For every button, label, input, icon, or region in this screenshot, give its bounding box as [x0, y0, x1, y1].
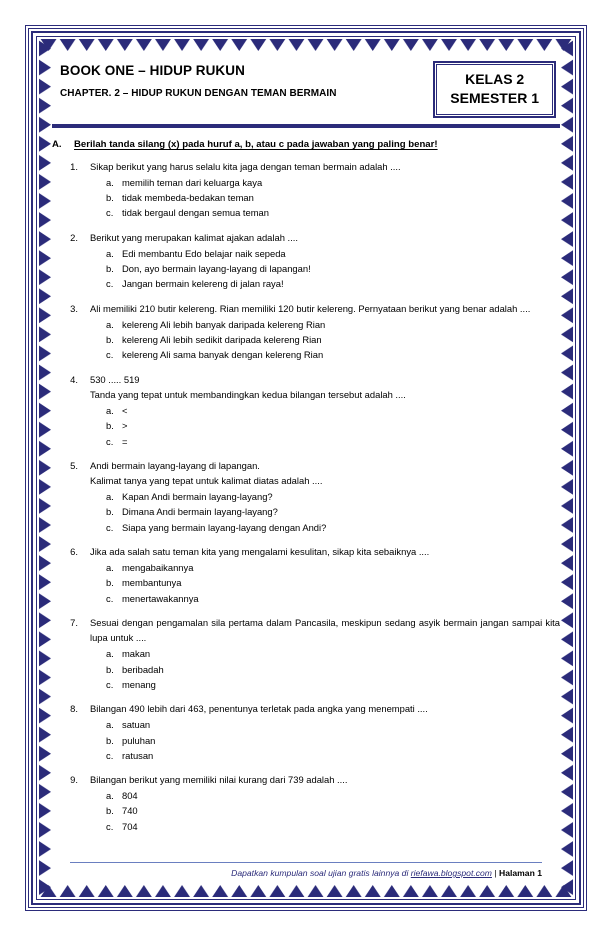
section-letter: A.	[52, 138, 62, 150]
option-row[interactable]	[90, 560, 560, 575]
question-item	[52, 544, 560, 606]
option-text: 804	[122, 790, 138, 802]
question-number: 5.	[70, 459, 78, 471]
option-row[interactable]	[90, 403, 560, 418]
option-row[interactable]	[90, 190, 560, 205]
section-instruction: Berilah tanda silang (x) pada huruf a, b, atau c pada jawaban yang paling benar!	[74, 138, 438, 150]
option-letter: a.	[106, 405, 114, 417]
option-row[interactable]	[90, 788, 560, 803]
option-text: tidak bergaul dengan semua teman	[122, 207, 269, 219]
footer-separator: |	[491, 868, 499, 878]
option-letter: b.	[106, 263, 114, 275]
option-text: Edi membantu Edo belajar naik sepeda	[122, 247, 286, 259]
option-row[interactable]	[90, 434, 560, 449]
question-row	[52, 372, 560, 449]
option-letter: b.	[106, 334, 114, 346]
option-list	[90, 403, 560, 449]
option-text: puluhan	[122, 734, 156, 746]
option-letter: c.	[106, 435, 114, 447]
option-letter: a.	[106, 790, 114, 802]
option-row[interactable]	[90, 646, 560, 661]
question-text: Sikap berikut yang harus selalu kita jaga dengan teman bermain adalah ....	[90, 160, 401, 172]
kelas-semester-box	[433, 61, 556, 118]
option-letter: c.	[106, 521, 114, 533]
option-text: Kapan Andi bermain layang-layang?	[122, 491, 273, 503]
option-row[interactable]	[90, 332, 560, 347]
option-letter: b.	[106, 734, 114, 746]
question-item	[52, 372, 560, 449]
question-text: Sesuai dengan pengamalan sila pertama dalam Pancasila, meskipun sedang asyik bermain jangan sampai kita lupa untuk ....	[90, 616, 560, 644]
option-letter: c.	[106, 678, 114, 690]
question-item	[52, 230, 560, 292]
worksheet-content	[52, 52, 560, 884]
option-text: menang	[122, 678, 156, 690]
option-letter: a.	[106, 562, 114, 574]
option-letter: a.	[106, 719, 114, 731]
option-letter: c.	[106, 749, 114, 761]
question-text: Andi bermain layang-layang di lapangan.	[90, 459, 260, 471]
option-text: membantunya	[122, 577, 182, 589]
option-letter: b.	[106, 420, 114, 432]
question-item	[52, 615, 560, 692]
option-row[interactable]	[90, 575, 560, 590]
option-text: kelereng Ali sama banyak dengan kelereng Rian	[122, 349, 324, 361]
option-row[interactable]	[90, 520, 560, 535]
border-triangles-bottom	[39, 884, 573, 897]
worksheet-header	[52, 52, 560, 118]
question-item	[52, 772, 560, 834]
option-letter: c.	[106, 349, 114, 361]
border-triangles-top	[39, 39, 573, 52]
question-text: Jika ada salah satu teman kita yang mengalami kesulitan, sikap kita sebaiknya ....	[90, 545, 430, 557]
option-text: Siapa yang bermain layang-layang dengan Andi?	[122, 521, 327, 533]
footer-blog-link[interactable]: riefawa.blogspot.com	[410, 868, 492, 878]
option-list	[90, 489, 560, 535]
option-row[interactable]	[90, 175, 560, 190]
question-number: 7.	[70, 616, 78, 628]
question-body	[90, 159, 560, 221]
option-letter: c.	[106, 820, 114, 832]
footer-credit	[52, 868, 560, 878]
question-body	[90, 230, 560, 292]
option-row[interactable]	[90, 803, 560, 818]
option-letter: c.	[106, 207, 114, 219]
option-row[interactable]	[90, 504, 560, 519]
question-list	[52, 159, 560, 834]
option-text: tidak membeda-bedakan teman	[122, 192, 254, 204]
option-list	[90, 175, 560, 221]
option-row[interactable]	[90, 733, 560, 748]
option-letter: a.	[106, 318, 114, 330]
question-row	[52, 301, 560, 363]
question-body	[90, 701, 560, 763]
option-letter: b.	[106, 577, 114, 589]
question-text: Bilangan 490 lebih dari 463, penentunya terletak pada angka yang menempati ....	[90, 703, 428, 715]
section-a-heading	[52, 139, 560, 150]
option-text: 704	[122, 820, 138, 832]
question-text-secondary: Tanda yang tepat untuk membandingkan kedua bilangan tersebut adalah ....	[90, 388, 406, 400]
option-text: >	[122, 420, 128, 432]
question-number: 4.	[70, 373, 78, 385]
kelas-semester-box-inner	[436, 64, 553, 115]
footer-text-before-link: Dapatkan kumpulan soal ujian gratis lainnya di	[231, 868, 411, 878]
chapter-title: CHAPTER. 2 – HIDUP RUKUN DENGAN TEMAN BERMAIN	[60, 87, 337, 99]
question-text-secondary: Kalimat tanya yang tepat untuk kalimat diatas adalah ....	[90, 475, 323, 486]
book-title: BOOK ONE – HIDUP RUKUN	[60, 63, 245, 78]
question-item	[52, 701, 560, 763]
option-letter: b.	[106, 805, 114, 817]
question-item	[52, 159, 560, 221]
question-row	[52, 230, 560, 292]
header-title-group	[52, 61, 337, 101]
question-number: 2.	[70, 231, 78, 243]
option-text: Dimana Andi bermain layang-layang?	[122, 506, 278, 518]
option-list	[90, 717, 560, 763]
border-triangles-right	[560, 39, 573, 897]
question-text: Ali memiliki 210 butir kelereng. Rian memiliki 120 butir kelereng. Pernyataan berikut yang benar adalah ....	[90, 302, 531, 314]
question-row	[52, 701, 560, 763]
option-letter: b.	[106, 506, 114, 518]
option-row[interactable]	[90, 591, 560, 606]
option-text: menertawakannya	[122, 592, 199, 604]
option-row[interactable]	[90, 261, 560, 276]
border-triangles-left	[39, 39, 52, 897]
option-text: satuan	[122, 719, 151, 731]
option-row[interactable]	[90, 489, 560, 504]
option-list	[90, 246, 560, 292]
semester-label: SEMESTER 1	[450, 89, 539, 106]
option-row[interactable]	[90, 677, 560, 692]
question-number: 6.	[70, 545, 78, 557]
option-row[interactable]	[90, 819, 560, 834]
option-list	[90, 646, 560, 692]
question-item	[52, 301, 560, 363]
question-text: Berikut yang merupakan kalimat ajakan adalah ....	[90, 231, 298, 243]
footer-page-label: Halaman	[499, 868, 535, 878]
option-text: kelereng Ali lebih banyak daripada kelereng Rian	[122, 318, 326, 330]
worksheet-footer	[52, 862, 560, 879]
option-letter: b.	[106, 663, 114, 675]
option-letter: c.	[106, 592, 114, 604]
question-item	[52, 458, 560, 535]
option-letter: c.	[106, 278, 114, 290]
option-row[interactable]	[90, 662, 560, 677]
footer-divider	[70, 862, 542, 864]
question-body	[90, 458, 560, 535]
option-text: Don, ayo bermain layang-layang di lapangan!	[122, 263, 311, 275]
option-list	[90, 560, 560, 606]
question-body	[90, 772, 560, 834]
question-number: 3.	[70, 302, 78, 314]
option-text: =	[122, 435, 128, 447]
question-body	[90, 544, 560, 606]
option-text: kelereng Ali lebih sedikit daripada kelereng Rian	[122, 334, 322, 346]
option-letter: a.	[106, 177, 114, 189]
option-row[interactable]	[90, 246, 560, 261]
option-row[interactable]	[90, 717, 560, 732]
option-text: ratusan	[122, 749, 154, 761]
option-letter: a.	[106, 648, 114, 660]
footer-page-number: 1	[534, 868, 542, 878]
question-text: Bilangan berikut yang memiliki nilai kurang dari 739 adalah ....	[90, 773, 348, 785]
option-text: mengabaikannya	[122, 562, 194, 574]
question-row	[52, 544, 560, 606]
option-row[interactable]	[90, 317, 560, 332]
option-list	[90, 317, 560, 363]
question-body	[90, 301, 560, 363]
question-number: 8.	[70, 703, 78, 715]
option-letter: a.	[106, 247, 114, 259]
option-letter: a.	[106, 491, 114, 503]
option-text: beribadah	[122, 663, 164, 675]
option-text: makan	[122, 648, 151, 660]
option-text: Jangan bermain kelereng di jalan raya!	[122, 278, 284, 290]
option-row[interactable]	[90, 347, 560, 362]
option-row[interactable]	[90, 205, 560, 220]
option-text: <	[122, 405, 128, 417]
option-letter: b.	[106, 192, 114, 204]
option-list	[90, 788, 560, 834]
option-row[interactable]	[90, 748, 560, 763]
question-row	[52, 772, 560, 834]
kelas-label: KELAS 2	[465, 71, 525, 87]
question-row	[52, 159, 560, 221]
question-number: 1.	[70, 160, 78, 172]
question-number: 9.	[70, 773, 78, 785]
option-row[interactable]	[90, 276, 560, 291]
question-row	[52, 615, 560, 692]
questions-area	[52, 128, 560, 834]
question-body	[90, 615, 560, 692]
question-body	[90, 372, 560, 449]
question-row	[52, 458, 560, 535]
question-text: 530 ..... 519	[90, 373, 140, 385]
option-text: 740	[122, 805, 138, 817]
option-row[interactable]	[90, 418, 560, 433]
option-text: memilih teman dari keluarga kaya	[122, 177, 263, 189]
